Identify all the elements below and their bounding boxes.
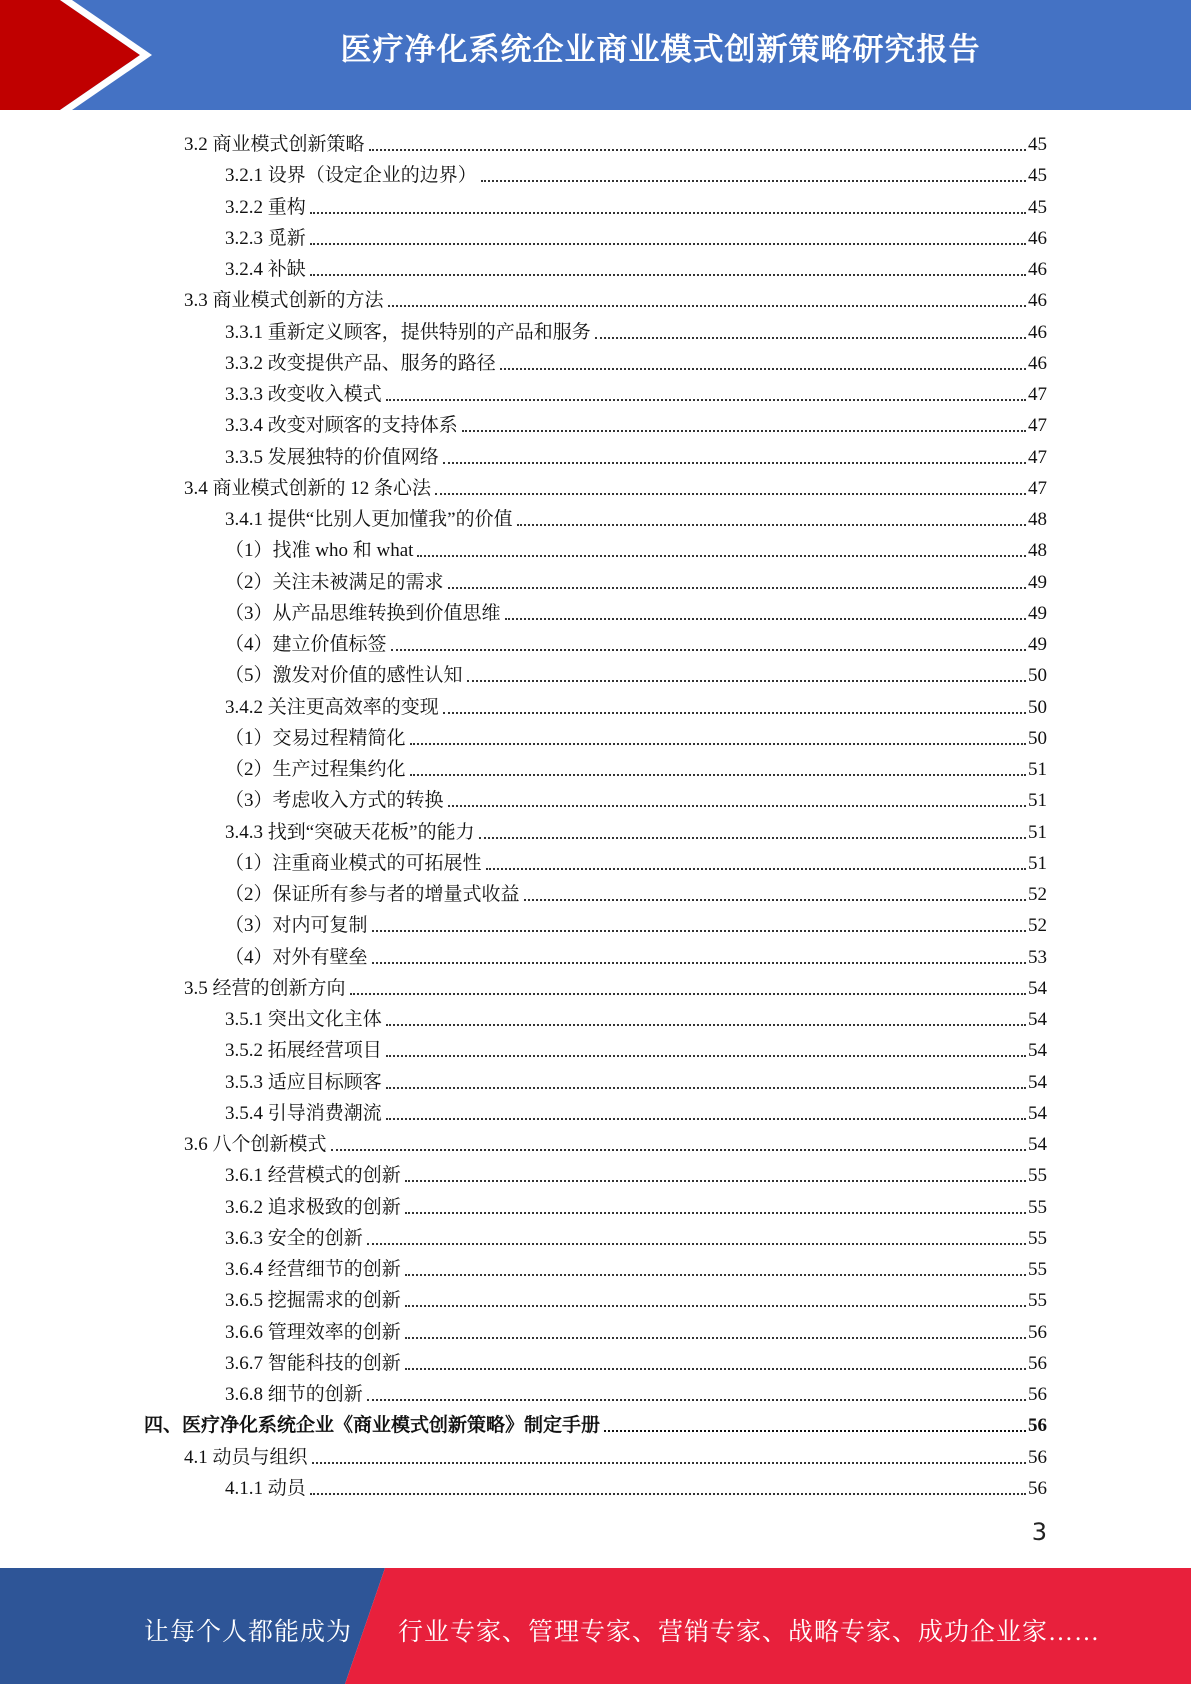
toc-entry-page: 52 (1028, 884, 1047, 905)
toc-entry-page: 46 (1028, 322, 1047, 343)
toc-dot-leader (410, 774, 1026, 776)
toc-entry-label: （1）交易过程精简化 (225, 728, 406, 749)
toc-dot-leader (505, 618, 1026, 620)
toc-entry-label: 3.5.1 突出文化主体 (225, 1009, 382, 1030)
toc-entry-page: 51 (1028, 759, 1047, 780)
toc-dot-leader (448, 587, 1026, 589)
toc-dot-leader (517, 524, 1026, 526)
toc-entry-page: 46 (1028, 228, 1047, 249)
toc-dot-leader (310, 212, 1026, 214)
toc-entry-page: 55 (1028, 1259, 1047, 1280)
toc-entry-page: 49 (1028, 634, 1047, 655)
toc-entry-page: 54 (1028, 978, 1047, 999)
toc-entry[interactable] (225, 1470, 1047, 1501)
toc-entry[interactable] (225, 532, 1047, 563)
toc-entry[interactable] (184, 126, 1047, 157)
toc-dot-leader (386, 1024, 1026, 1026)
toc-entry[interactable] (225, 1376, 1047, 1407)
toc-entry[interactable] (225, 939, 1047, 970)
toc-entry[interactable] (225, 1282, 1047, 1313)
toc-entry[interactable] (225, 1345, 1047, 1376)
toc-dot-leader (500, 368, 1026, 370)
toc-entry-page: 56 (1028, 1447, 1047, 1468)
toc-entry-page: 54 (1028, 1134, 1047, 1155)
toc-entry-label: 3.2.1 设界（设定企业的边界） (225, 165, 477, 186)
toc-entry-label: 3.4 商业模式创新的 12 条心法 (184, 478, 432, 499)
toc-entry-label: （5）激发对价值的感性认知 (225, 665, 463, 686)
toc-entry[interactable] (225, 376, 1047, 407)
toc-entry-label: （1）找准 who 和 what (225, 540, 414, 561)
toc-dot-leader (405, 1274, 1026, 1276)
toc-entry-page: 50 (1028, 728, 1047, 749)
toc-entry-page: 46 (1028, 290, 1047, 311)
toc-entry-label: （3）考虑收入方式的转换 (225, 790, 444, 811)
toc-entry-label: 3.3.5 发展独特的价值网络 (225, 447, 439, 468)
toc-entry-page: 50 (1028, 697, 1047, 718)
toc-dot-leader (310, 274, 1026, 276)
toc-entry[interactable] (225, 595, 1047, 626)
toc-entry-label: 3.5 经营的创新方向 (184, 978, 346, 999)
toc-entry-label: （1）注重商业模式的可拓展性 (225, 853, 482, 874)
toc-entry[interactable] (225, 189, 1047, 220)
toc-dot-leader (410, 743, 1026, 745)
toc-entry-label: （2）生产过程集约化 (225, 759, 406, 780)
toc-entry-page: 56 (1028, 1415, 1047, 1436)
toc-entry-label: 3.6 八个创新模式 (184, 1134, 327, 1155)
toc-dot-leader (386, 1118, 1026, 1120)
toc-entry[interactable] (225, 782, 1047, 813)
toc-entry[interactable] (225, 314, 1047, 345)
toc-entry-label: 3.3.3 改变收入模式 (225, 384, 382, 405)
toc-dot-leader (405, 1337, 1026, 1339)
toc-dot-leader (604, 1430, 1026, 1432)
toc-entry-label: 3.2 商业模式创新策略 (184, 134, 365, 155)
toc-entry-page: 49 (1028, 572, 1047, 593)
toc-dot-leader (312, 1462, 1026, 1464)
toc-entry[interactable] (225, 1157, 1047, 1188)
toc-entry[interactable] (225, 439, 1047, 470)
toc-entry[interactable] (225, 220, 1047, 251)
toc-dot-leader (331, 1149, 1026, 1151)
toc-entry-label: 3.6.5 挖掘需求的创新 (225, 1290, 401, 1311)
toc-dot-leader (310, 243, 1026, 245)
toc-dot-leader (405, 1368, 1026, 1370)
toc-entry-label: 3.2.3 觅新 (225, 228, 306, 249)
toc-entry[interactable] (225, 626, 1047, 657)
page-number: 3 (1031, 1518, 1047, 1546)
toc-entry-label: 3.3.2 改变提供产品、服务的路径 (225, 353, 496, 374)
toc-entry-page: 51 (1028, 822, 1047, 843)
toc-entry[interactable] (225, 907, 1047, 938)
toc-dot-leader (405, 1305, 1026, 1307)
toc-entry[interactable] (225, 1032, 1047, 1063)
toc-entry-page: 56 (1028, 1384, 1047, 1405)
toc-entry[interactable] (225, 407, 1047, 438)
toc-entry-page: 56 (1028, 1478, 1047, 1499)
toc-entry[interactable] (225, 157, 1047, 188)
toc-entry-label: 3.2.2 重构 (225, 197, 306, 218)
toc-entry-page: 55 (1028, 1228, 1047, 1249)
toc-dot-leader (435, 493, 1026, 495)
toc-dot-leader (405, 1180, 1026, 1182)
toc-entry-page: 45 (1028, 197, 1047, 218)
header-arrow-icon (0, 0, 160, 110)
toc-entry-page: 53 (1028, 947, 1047, 968)
toc-entry-label: （2）关注未被满足的需求 (225, 572, 444, 593)
footer-slogan-left: 让每个人都能成为 (144, 1619, 353, 1646)
toc-entry-page: 46 (1028, 353, 1047, 374)
toc-entry[interactable] (144, 1407, 1047, 1438)
toc-entry[interactable] (225, 1251, 1047, 1282)
toc-dot-leader (448, 805, 1026, 807)
toc-dot-leader (462, 430, 1026, 432)
toc-dot-leader (481, 180, 1026, 182)
toc-dot-leader (467, 680, 1026, 682)
toc-entry[interactable] (225, 657, 1047, 688)
toc-entry-label: 3.6.7 智能科技的创新 (225, 1353, 401, 1374)
toc-entry[interactable] (184, 1126, 1047, 1157)
toc-entry-page: 55 (1028, 1197, 1047, 1218)
toc-entry-page: 50 (1028, 665, 1047, 686)
toc-entry[interactable] (225, 564, 1047, 595)
toc-entry[interactable] (184, 970, 1047, 1001)
toc-entry-label: （4）建立价值标签 (225, 634, 387, 655)
toc-entry-label: 3.3.1 重新定义顾客，提供特别的产品和服务 (225, 322, 591, 343)
toc-entry[interactable] (184, 1439, 1047, 1470)
toc-dot-leader (486, 868, 1026, 870)
toc-entry-label: 3.6.6 管理效率的创新 (225, 1322, 401, 1343)
toc-entry-page: 54 (1028, 1040, 1047, 1061)
report-title: 医疗净化系统企业商业模式创新策略研究报告 (340, 32, 981, 68)
toc-entry-label: 3.6.1 经营模式的创新 (225, 1165, 401, 1186)
toc-dot-leader (443, 712, 1026, 714)
toc-entry[interactable] (225, 1314, 1047, 1345)
toc-entry-page: 55 (1028, 1165, 1047, 1186)
toc-entry[interactable] (225, 1001, 1047, 1032)
toc-dot-leader (367, 1243, 1026, 1245)
toc-entry-label: 3.3.4 改变对顾客的支持体系 (225, 415, 458, 436)
toc-entry-label: 4.1 动员与组织 (184, 1447, 308, 1468)
toc-entry[interactable] (225, 751, 1047, 782)
toc-dot-leader (367, 1399, 1026, 1401)
toc-entry-page: 56 (1028, 1322, 1047, 1343)
toc-entry-page: 45 (1028, 165, 1047, 186)
toc-dot-leader (417, 555, 1026, 557)
toc-entry-label: 3.4.3 找到“突破天花板”的能力 (225, 822, 475, 843)
toc-entry[interactable] (184, 282, 1047, 313)
toc-entry[interactable] (225, 1095, 1047, 1126)
toc-entry-label: （3）对内可复制 (225, 915, 368, 936)
toc-dot-leader (369, 149, 1026, 151)
toc-dot-leader (386, 1087, 1026, 1089)
toc-entry[interactable] (184, 470, 1047, 501)
toc-entry-label: 3.4.2 关注更高效率的变现 (225, 697, 439, 718)
toc-entry-page: 48 (1028, 540, 1047, 561)
toc-dot-leader (386, 1055, 1026, 1057)
page-footer (0, 1568, 1191, 1684)
toc-dot-leader (388, 305, 1026, 307)
toc-dot-leader (372, 962, 1026, 964)
toc-entry[interactable] (225, 720, 1047, 751)
toc-entry[interactable] (225, 251, 1047, 282)
toc-dot-leader (479, 837, 1026, 839)
toc-entry[interactable] (225, 814, 1047, 845)
toc-entry-page: 47 (1028, 447, 1047, 468)
toc-entry-page: 54 (1028, 1072, 1047, 1093)
toc-dot-leader (405, 1212, 1026, 1214)
toc-entry-page: 54 (1028, 1103, 1047, 1124)
toc-dot-leader (443, 462, 1026, 464)
toc-entry-page: 47 (1028, 384, 1047, 405)
toc-dot-leader (372, 930, 1026, 932)
toc-entry[interactable] (225, 845, 1047, 876)
toc-dot-leader (524, 899, 1026, 901)
toc-entry-label: 3.6.4 经营细节的创新 (225, 1259, 401, 1280)
toc-entry-label: 3.4.1 提供“比别人更加懂我”的价值 (225, 509, 513, 530)
toc-entry-page: 55 (1028, 1290, 1047, 1311)
toc-dot-leader (310, 1493, 1026, 1495)
toc-entry-label: （4）对外有壁垒 (225, 947, 368, 968)
toc-dot-leader (386, 399, 1026, 401)
toc-entry-page: 47 (1028, 415, 1047, 436)
toc-entry-label: 3.5.2 拓展经营项目 (225, 1040, 382, 1061)
toc-entry-label: 3.6.3 安全的创新 (225, 1228, 363, 1249)
toc-entry[interactable] (225, 501, 1047, 532)
toc-entry-page: 51 (1028, 853, 1047, 874)
toc-dot-leader (350, 993, 1026, 995)
toc-entry-label: 四、医疗净化系统企业《商业模式创新策略》制定手册 (144, 1415, 601, 1436)
toc-entry-label: 3.3 商业模式创新的方法 (184, 290, 384, 311)
toc-entry-label: 3.6.8 细节的创新 (225, 1384, 363, 1405)
toc-entry-page: 49 (1028, 603, 1047, 624)
toc-entry-page: 47 (1028, 478, 1047, 499)
toc-entry[interactable] (225, 1064, 1047, 1095)
toc-entry[interactable] (225, 1220, 1047, 1251)
toc-entry-page: 45 (1028, 134, 1047, 155)
toc-entry-label: 3.6.2 追求极致的创新 (225, 1197, 401, 1218)
toc-dot-leader (595, 337, 1026, 339)
toc-entry-label: 3.5.3 适应目标顾客 (225, 1072, 382, 1093)
toc-entry-label: （3）从产品思维转换到价值思维 (225, 603, 501, 624)
toc-entry-label: 3.5.4 引导消费潮流 (225, 1103, 382, 1124)
toc-entry-label: （2）保证所有参与者的增量式收益 (225, 884, 520, 905)
toc-entry-label: 3.2.4 补缺 (225, 259, 306, 280)
toc-entry-page: 51 (1028, 790, 1047, 811)
toc-entry-page: 52 (1028, 915, 1047, 936)
toc-entry-page: 46 (1028, 259, 1047, 280)
toc-entry-page: 54 (1028, 1009, 1047, 1030)
toc-entry[interactable] (225, 1189, 1047, 1220)
toc-entry-label: 4.1.1 动员 (225, 1478, 306, 1499)
toc-entry[interactable] (225, 876, 1047, 907)
toc-entry[interactable] (225, 345, 1047, 376)
footer-slogan-right: 行业专家、管理专家、营销专家、战略专家、成功企业家…… (398, 1619, 1101, 1646)
toc-entry[interactable] (225, 689, 1047, 720)
toc-dot-leader (391, 649, 1026, 651)
toc-entry-page: 56 (1028, 1353, 1047, 1374)
toc-entry-page: 48 (1028, 509, 1047, 530)
page-header (0, 0, 1191, 110)
